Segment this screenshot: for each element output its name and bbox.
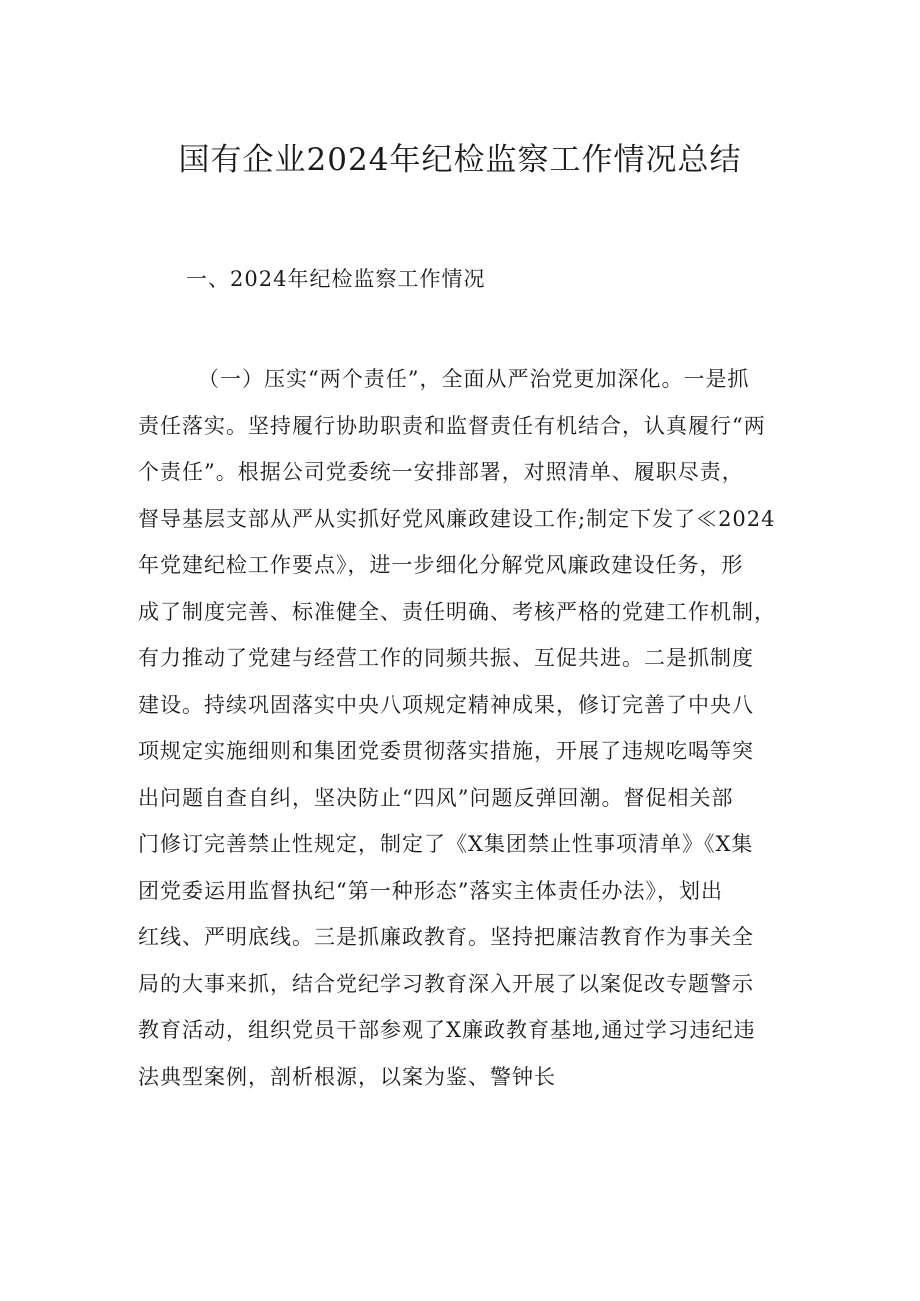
paragraph-line: 责任落实。坚持履行协助职责和监督责任有机结合，认真履行“两 — [138, 413, 766, 438]
paragraph-line: 有力推动了党建与经营工作的同频共振、互促共进。二是抓制度 — [138, 646, 754, 670]
paragraph-line: 团党委运用监督执纪“第一种形态”落实主体责任办法》，划出 — [138, 878, 723, 903]
paragraph-line: 个责任”。根据公司党委统一安排部署，对照清单、履职尽责， — [138, 460, 744, 484]
paragraph-line: 法典型案例，剖析根源，以案为鉴、警钟长 — [138, 1064, 556, 1089]
paragraph-line: 局的大事来抓，结合党纪学习教育深入开展了以案促改专题警示 — [138, 971, 754, 996]
paragraph-line: 门修订完善禁止性规定，制定了《X集团禁止性事项清单》《X集 — [138, 832, 754, 856]
document-title: 国有企业2024年纪检监察工作情况总结 — [178, 142, 742, 178]
paragraph-line: 出问题自查自纠，坚决防止“四风”问题反弹回潮。督促相关部 — [138, 785, 734, 810]
paragraph-line: 项规定实施细则和集团党委贯彻落实措施，开展了违规吃喝等突 — [138, 739, 754, 763]
paragraph-line: 建设。持续巩固落实中央八项规定精神成果，修订完善了中央八 — [138, 692, 754, 717]
paragraph-line: （一）压实“两个责任”，全面从严治党更加深化。一是抓 — [198, 367, 750, 391]
body-paragraph — [138, 363, 798, 1107]
paragraph-line: 教育活动，组织党员干部参观了X廉政教育基地,通过学习违纪违 — [138, 1018, 756, 1042]
paragraph-line: 年党建纪检工作要点》，进一步细化分解党风廉政建设任务，形 — [138, 553, 744, 577]
paragraph-line: 督导基层支部从严从实抓好党风廉政建设工作;制定下发了≪2024 — [138, 506, 776, 531]
paragraph-line: 成了制度完善、标准健全、责任明确、考核严格的党建工作机制， — [138, 599, 776, 624]
paragraph-line: 红线、严明底线。三是抓廉政教育。坚持把廉洁教育作为事关全 — [138, 925, 754, 949]
section-heading: 一、2024年纪检监察工作情况 — [186, 267, 486, 291]
